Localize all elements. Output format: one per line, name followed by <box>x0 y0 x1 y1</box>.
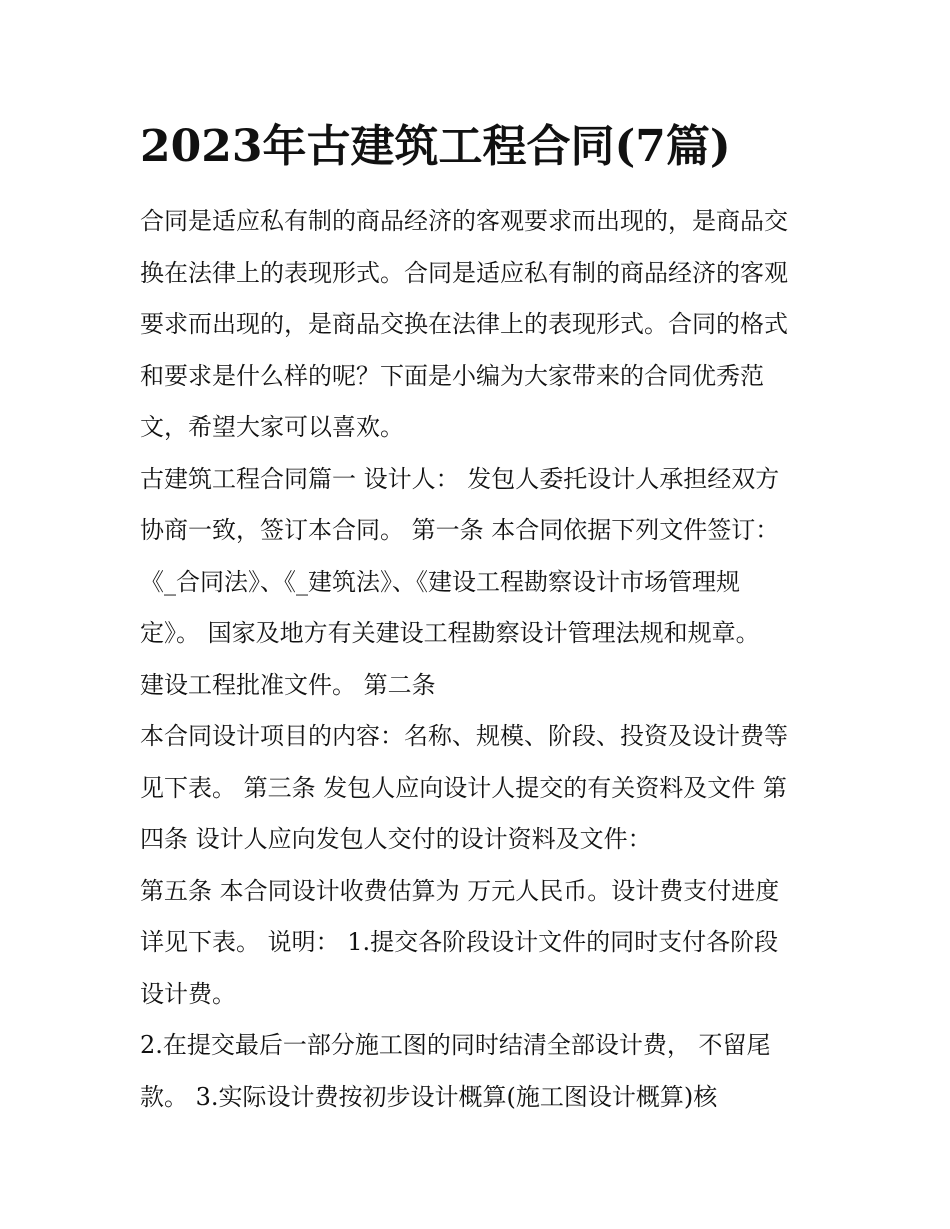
document-title: 2023年古建筑工程合同(7篇) <box>140 121 731 172</box>
body-line-6: 古建筑工程合同篇一 设计人： 发包人委托设计人承担经双方 <box>140 464 780 493</box>
body-line-8: 《_合同法》、《_建筑法》、《建设工程勘察设计市场管理规 <box>140 567 740 596</box>
body-line-13: 四条 设计人应向发包人交付的设计资料及文件： <box>140 825 652 853</box>
body-line-16: 设计费。 <box>140 979 236 1008</box>
body-line-5: 文，希望大家可以喜欢。 <box>140 413 404 441</box>
document-body <box>140 196 820 1123</box>
body-line-4: 和要求是什么样的呢？下面是小编为大家带来的合同优秀范 <box>140 361 764 390</box>
body-line-9: 定》。 国家及地方有关建设工程勘察设计管理法规和规章。 <box>140 619 760 647</box>
body-line-18: 款。 3.实际设计费按初步设计概算(施工图设计概算)核 <box>140 1082 718 1111</box>
body-line-11: 本合同设计项目的内容：名称、规模、阶段、投资及设计费等 <box>140 722 788 750</box>
body-line-10: 建设工程批准文件。 第二条 <box>140 670 436 699</box>
body-line-1: 合同是适应私有制的商品经济的客观要求而出现的，是商品交 <box>140 207 788 235</box>
body-line-15: 详见下表。 说明： 1.提交各阶段设计文件的同时支付各阶段 <box>140 928 779 956</box>
body-line-3: 要求而出现的，是商品交换在法律上的表现形式。合同的格式 <box>140 310 788 338</box>
body-line-7: 协商一致，签订本合同。 第一条 本合同依据下列文件签订： <box>140 516 780 544</box>
body-line-2: 换在法律上的表现形式。合同是适应私有制的商品经济的客观 <box>140 258 788 287</box>
body-line-14: 第五条 本合同设计收费估算为 万元人民币。设计费支付进度 <box>140 876 780 905</box>
body-line-12: 见下表。 第三条 发包人应向设计人提交的有关资料及文件 第 <box>140 773 787 802</box>
body-line-17: 2.在提交最后一部分施工图的同时结清全部设计费， 不留尾 <box>140 1031 771 1059</box>
